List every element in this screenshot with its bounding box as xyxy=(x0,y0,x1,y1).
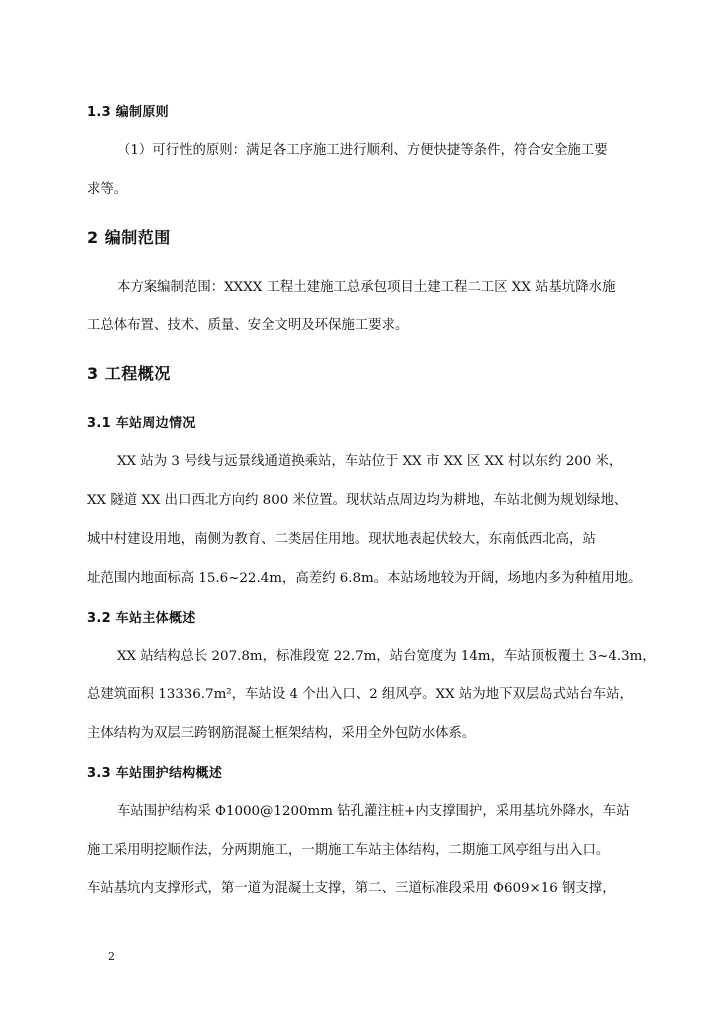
page-number: 2 xyxy=(108,950,115,963)
section-1-3-line-2: 求等。 xyxy=(87,182,128,197)
section-3-3-line-3: 车站基坑内支撑形式，第一道为混凝土支撑，第二、三道标准段采用 Φ609×16 钢支撑， xyxy=(87,881,616,896)
section-2-line-2: 工总体布置、技术、质量、安全文明及环保施工要求。 xyxy=(87,318,409,333)
section-3-heading: 3 工程概况 xyxy=(87,364,171,383)
section-2-heading: 2 编制范围 xyxy=(87,228,171,247)
section-3-2-heading: 3.2 车站主体概述 xyxy=(87,611,196,626)
section-2-line-1: 本方案编制范围：XXXX 工程土建施工总承包项目土建工程二工区 XX 站基坑降水施 xyxy=(117,280,616,295)
section-3-1-line-2: XX 隧道 XX 出口西北方向约 800 米位置。现状站点周边均为耕地，车站北侧为规划绿地、 xyxy=(87,493,628,508)
section-3-3-heading: 3.3 车站围护结构概述 xyxy=(87,766,223,781)
section-3-3-line-1: 车站围护结构采 Φ1000@1200mm 钻孔灌注桩+内支撑围护，采用基坑外降水，车站 xyxy=(117,804,630,819)
section-3-1-line-1: XX 站为 3 号线与远景线通道换乘站，车站位于 XX 市 XX 区 XX 村以东约 200 米， xyxy=(117,454,623,469)
section-3-2-line-2: 总建筑面积 13336.7m²，车站设 4 个出入口、2 组风亭。XX 站为地下双层岛式站台车站， xyxy=(87,687,633,702)
section-3-3-line-2: 施工采用明挖顺作法，分两期施工，一期施工车站主体结构，二期施工风亭组与出入口。 xyxy=(87,843,610,858)
section-1-3-heading: 1.3 编制原则 xyxy=(87,105,169,120)
section-3-1-heading: 3.1 车站周边情况 xyxy=(87,416,196,431)
section-3-1-line-3: 城中村建设用地，南侧为教育、二类居住用地。现状地表起伏较大，东南低西北高，站 xyxy=(87,532,596,547)
section-3-2-line-1: XX 站结构总长 207.8m，标准段宽 22.7m，站台宽度为 14m，车站顶板覆土 3~4.3m， xyxy=(117,649,656,664)
section-1-3-line-1: （1）可行性的原则：满足各工序施工进行顺利、方便快捷等条件，符合安全施工要 xyxy=(117,143,608,158)
section-3-2-line-3: 主体结构为双层三跨钢筋混凝土框架结构，采用全外包防水体系。 xyxy=(87,726,476,741)
section-3-1-line-4: 址范围内地面标高 15.6~22.4m，高差约 6.8m。本站场地较为开阔，场地内多为种植用地。 xyxy=(87,571,642,586)
